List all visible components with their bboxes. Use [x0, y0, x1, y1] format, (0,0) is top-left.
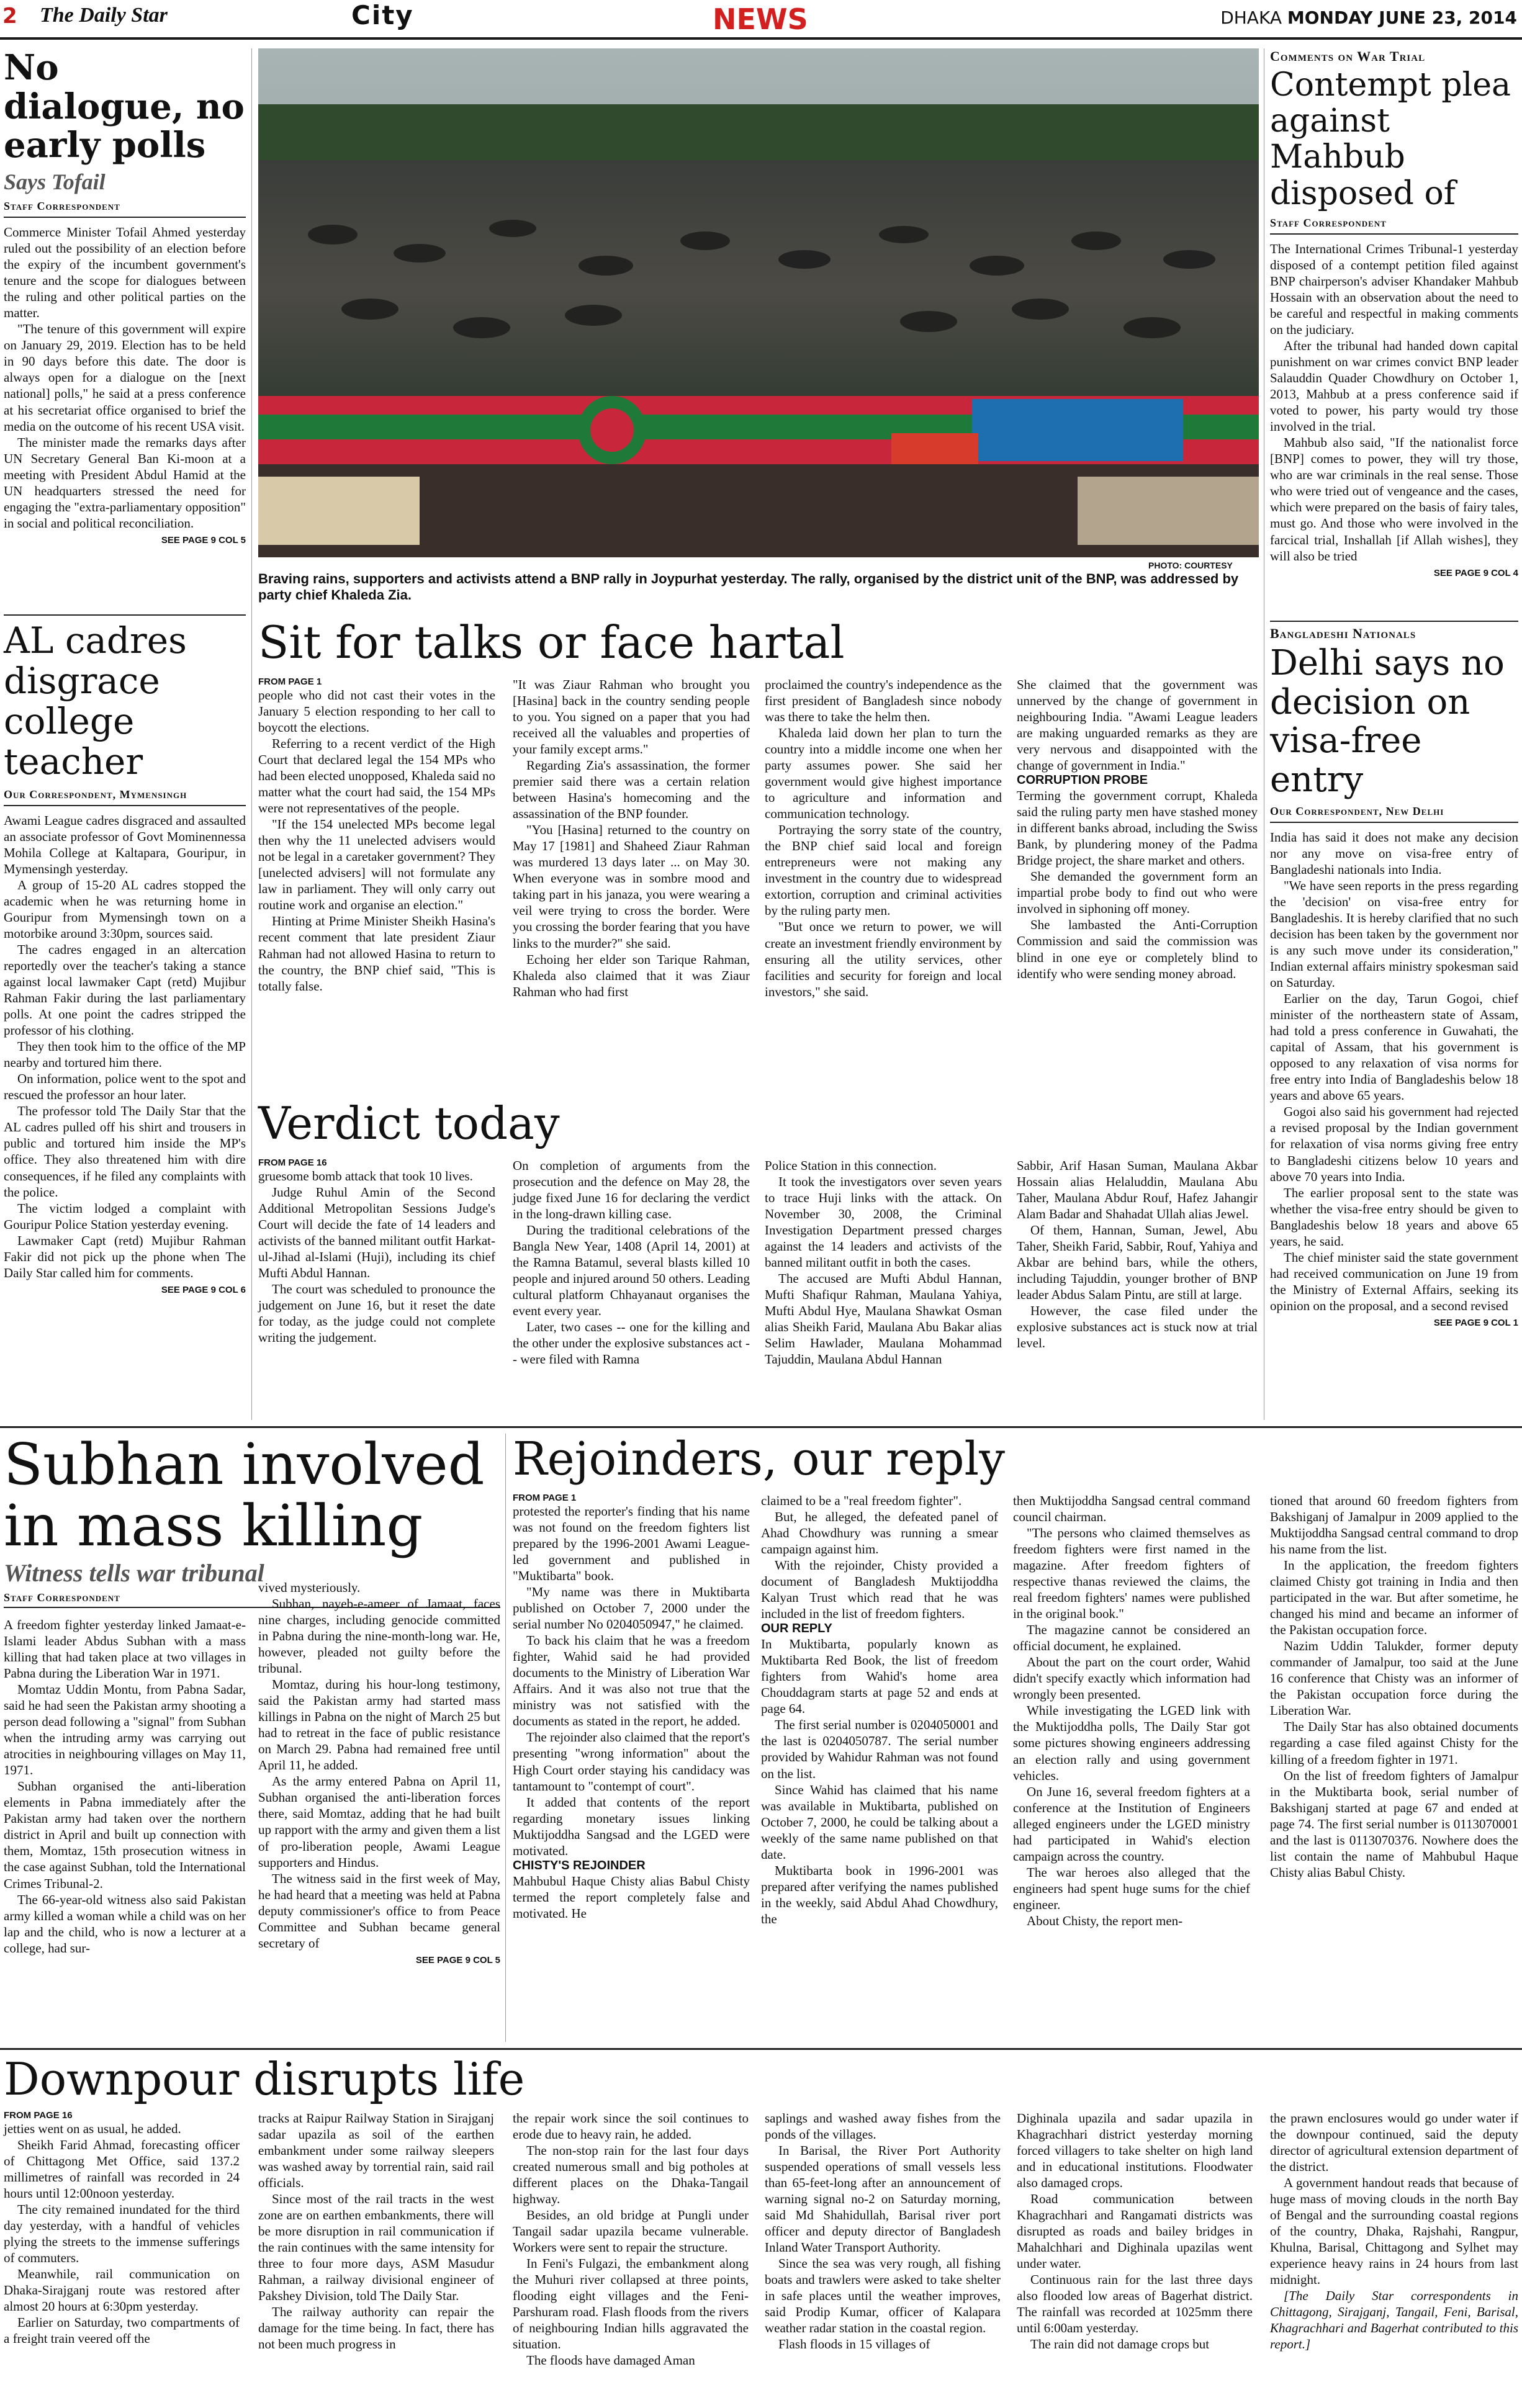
divider	[1270, 621, 1518, 622]
jump-origin: FROM PAGE 16	[258, 1157, 327, 1168]
column-rule	[505, 1434, 506, 2042]
divider	[1270, 822, 1518, 823]
paragraph: The accused are Mufti Abdul Hannan, Mufti Shafiqur Rahman, Maulana Yahiya, Mufti Abdul Hye, Maulana Shawkat Osman alias Sheikh Farid, Maulana Abu Bakar alias Selim Hawlader, Maulana Mohammad Tajuddin, Maulana Abdul Hannan	[765, 1271, 1002, 1367]
story-rejoinders	[513, 1434, 1518, 1485]
paragraph: While investigating the LGED link with the Muktijoddha polls, The Daily Star got some pictures showing engineers addressing an election rally and using government vehicles.	[1013, 1703, 1250, 1783]
paragraph: It added that contents of the report regarding monetary issues linking Muktijoddha Sangsad and the LGED were motivated.	[513, 1794, 750, 1858]
story-column	[258, 2110, 494, 2352]
paragraph: "We have seen reports in the press regarding the 'decision' on visa-free entry for Bangladeshis. It is hereby clarified that no such decision has been taken by the government nor is any such move under its consideration," Indian external affairs ministry spokesman said on Saturday.	[1270, 878, 1518, 991]
paragraph: As the army entered Pabna on April 11, Subhan organised the anti-liberation forces there, said Momtaz, adding that he had built up rapport with the army and given them a list of pro-liberation people, Awami League supporters and Hindus.	[258, 1774, 500, 1870]
paragraph: Since the sea was very rough, all fishing boats and trawlers were asked to take shelter in safe places until the weather improves, said Prodip Kumar, officer of Kalapara weather radar station in the coastal region.	[765, 2256, 1001, 2336]
paragraph: During the traditional celebrations of the Bangla New Year, 1408 (April 14, 2001) at the Ramna Batamul, several blasts killed 10 people and injured around 50 others. Leading cultural platform Chhayanaut organises the event every year.	[513, 1223, 750, 1319]
paragraph: Subhan, nayeb-e-ameer of Jamaat, faces nine charges, including genocide committed in Pabna during the nine-month-long war. He, however, pleaded not guilty before the tribunal.	[258, 1596, 500, 1676]
paragraph: The professor told The Daily Star that the AL cadres pulled off his shirt and trousers in public and tortured him inside the MP's office. They also threatened him with dire consequences, if he filed any complaints with the police.	[4, 1103, 246, 1200]
date-city: DHAKA	[1220, 7, 1282, 28]
story-column	[513, 676, 750, 1000]
jump-origin: FROM PAGE 1	[258, 676, 322, 687]
paragraph: In the application, the freedom fighters claimed Chisty got training in India and then participated in the war. But after sometime, he changed his mind and became an informer of the Pakistan occupation force.	[1270, 1558, 1518, 1638]
story-column	[1270, 1493, 1518, 1880]
story-body	[4, 812, 246, 1281]
paragraph: Nazim Uddin Talukder, former deputy commander of Jamalpur, too said at the June 16 conference that Chisty was an informer of the Pakistan occupation force during the Liberation War.	[1270, 1638, 1518, 1718]
section-name: City	[351, 0, 414, 30]
story-body	[1270, 829, 1518, 1314]
paragraph: On the list of freedom fighters of Jamalpur in the Muktibarta book, serial number of Bakshiganj started at page 67 and ended at page 74. The first serial number is 0113070001 and the last is 0113070376. Nowhere does the list contain the name of Mahbubul Haque Chisty alias Babul Chisty.	[1270, 1768, 1518, 1880]
paragraph: Earlier on Saturday, two compartments of a freight train veered off the	[4, 2315, 240, 2347]
paragraph: A government handout reads that because of huge mass of moving clouds in the north Bay of Bengal and the surrounding coastal regions of the country, Dhaka, Rajshahi, Rangpur, Khulna, Barisal, Chittagong and Sylhet may experience heavy rains in 24 hours from last midnight.	[1270, 2175, 1518, 2288]
paragraph: The 66-year-old witness also said Pakistan army killed a woman while a child was on her lap and the child, who is now a lecturer at a college, had sur-	[4, 1892, 246, 1956]
paragraph: The magazine cannot be considered an official document, he explained.	[1013, 1622, 1250, 1654]
paragraph: "It was Ziaur Rahman who brought you [Hasina] back in the country sending people to you. You signed on a paper that you had received all the valuables and properties of your family except arms."	[513, 677, 750, 757]
paragraph: They then took him to the office of the MP nearby and tortured him there.	[4, 1039, 246, 1071]
paragraph: She lambasted the Anti-Corruption Commission and said the commission was blind in one eye or completely blind to identify who were sending money abroad.	[1017, 917, 1258, 981]
paragraph: "You [Hasina] returned to the country on May 17 [1981] and Shaheed Ziaur Rahman was murdered 13 days later ... on May 30. When everyone was in sombre mood and taking part in his janaza, you were wearing a veil were trying to cross the border. Were you crossing the border fearing that you have links to the murder?" she said.	[513, 822, 750, 951]
story-column	[765, 2110, 1001, 2352]
paragraph: About Chisty, the report men-	[1027, 1913, 1183, 1928]
paragraph: The witness said in the first week of May, he had heard that a meeting was held at Pabna deputy commissioner's office to from Peace Committee and Subhan became general secretary of	[258, 1871, 500, 1951]
paragraph: The railway authority can repair the damage for the time being. In fact, there has not been much progress in	[258, 2304, 494, 2352]
story-no-dialogue	[4, 48, 246, 546]
paragraph: gruesome bomb attack that took 10 lives.	[258, 1169, 473, 1184]
paper-name: The Daily Star	[40, 4, 168, 27]
paragraph: Road communication between Khagrachhari and Rangamati districts was disrupted as roads and bailey bridges in Mahalchhari and Dighinala upazilas went under water.	[1017, 2191, 1253, 2271]
headline: Downpour disrupts life	[4, 2053, 525, 2105]
story-body	[4, 224, 246, 531]
headline: Subhan involved in mass killing	[4, 1431, 485, 1560]
story-column	[513, 1493, 750, 1921]
paragraph: Regarding Zia's assassination, the former premier said there was a certain relation between Hasina's homecoming and the assassination of the BNP founder.	[513, 758, 750, 822]
masthead	[0, 0, 1522, 40]
story-column	[765, 1157, 1002, 1367]
story-al-cadres	[4, 621, 246, 1295]
paragraph: then Muktijoddha Sangsad central command council chairman.	[1013, 1493, 1250, 1525]
column-rule	[251, 48, 252, 1420]
headline: Sit for talks or face hartal	[258, 616, 845, 668]
paragraph: tracks at Raipur Railway Station in Sirajganj sadar upazila as soil of the earthen embankment under some railway sleepers was washed away by torrential rain, said rail officials.	[258, 2111, 494, 2191]
paragraph: Of them, Hannan, Suman, Jewel, Abu Taher, Sheikh Farid, Sabbir, Rouf, Yahiya and Akbar are behind bars, while the others, including Tajuddin, younger brother of BNP leader Abdus Salam Pintu, are still at large.	[1017, 1223, 1258, 1303]
headline: AL cadres disgrace college teacher	[4, 619, 187, 783]
paragraph: The war heroes also alleged that the engineers had spent huge sums for the chief engineer.	[1013, 1864, 1250, 1912]
paragraph: people who did not cast their votes in the January 5 election responding to her call to boycott the elections.	[258, 688, 495, 735]
divider	[1270, 233, 1518, 235]
story-column	[258, 1579, 500, 1965]
photo-credit: PHOTO: COURTESY	[1148, 560, 1233, 570]
paragraph: The minister made the remarks days after UN Secretary General Ban Ki-moon at a meeting with President Abdul Hamid at the UN headquarters stressed the need for engaging the "extra-parliamentary opposition" in social and political reconciliation.	[4, 434, 246, 531]
story-column	[513, 2110, 749, 2369]
rally-photo	[258, 48, 1259, 557]
paragraph: Police Station in this connection.	[765, 1158, 937, 1173]
paragraph: the prawn enclosures would go under water if the downpour continued, said the deputy director of agricultural extension department of the district.	[1270, 2111, 1518, 2175]
story-column	[765, 676, 1002, 1000]
paragraph: Muktibarta book in 1996-2001 was prepared after verifying the names published in the weekly, said Abdul Ahad Chowdhury, the	[761, 1862, 998, 1926]
paragraph: Echoing her elder son Tarique Rahman, Khaleda also claimed that it was Ziaur Rahman who had first	[513, 951, 750, 999]
jump-link[interactable]: SEE PAGE 9 COL 5	[415, 1954, 500, 1965]
paragraph: It took the investigators over seven years to trace Huji links with the attack. On November 30, 2008, the Criminal Investigation Department pressed charges against the 14 leaders and activists of the banned militant outfit in both the cases.	[765, 1174, 1002, 1270]
paragraph: claimed to be a "real freedom fighter".	[761, 1493, 962, 1508]
paragraph: Judge Ruhul Amin of the Second Additional Metropolitan Sessions Judge's Court will decide the fate of 14 leaders and activists of the banned militant outfit Harkat-ul-Jihad al-Islami (Huji), including its chief Mufti Abdul Hannan.	[258, 1185, 495, 1281]
contributor-note: [The Daily Star correspondents in Chittagong, Sirajganj, Tangail, Feni, Barisal, Khagrachhari and Bagerhat contributed to this report.]	[1270, 2288, 1518, 2352]
paragraph: Mahbub also said, "If the nationalist force [BNP] comes to power, they will try those, who are war criminals in the real sense. Those who were tried out of vengeance and the cases, which were prepared on the basis of fairy tales, must go. And those who were involved in the farcical trial, Inshallah [if Allah wishes], they will also be tried	[1270, 435, 1518, 564]
story-column	[1013, 1493, 1250, 1929]
story-column	[4, 2110, 240, 2347]
section-divider	[0, 2048, 1522, 2050]
paragraph: Gogoi also said his government had rejected a revised proposal by the Indian government for relaxation of visa norms giving free entry to Bangladeshi citizens below 10 years and above 70 years into India.	[1270, 1104, 1518, 1184]
story-column	[513, 1157, 750, 1367]
paragraph: India has said it does not make any decision nor any move on visa-free entry of Bangladeshi nationals into India.	[1270, 829, 1518, 877]
headline: Rejoinders, our reply	[513, 1432, 1006, 1486]
paragraph: On information, police went to the spot and rescued the professor an hour later.	[4, 1071, 246, 1103]
jump-link[interactable]: SEE PAGE 9 COL 5	[161, 534, 246, 546]
paragraph: Khaleda laid down her plan to turn the country into a middle income one when her party assumes power. She said her government would give highest importance to agriculture and information and communication technology.	[765, 726, 1002, 822]
jump-link[interactable]: SEE PAGE 9 COL 1	[1433, 1317, 1518, 1328]
paragraph: The cadres engaged in an altercation reportedly over the teacher's taking a stance against local lawmaker Capt (retd) Mujibur Rahman Fakir during the last parliamentary polls. At one point the cadres stripped the professor of his clothing.	[4, 942, 246, 1038]
dateline	[1220, 7, 1517, 28]
section-subhead: OUR REPLY	[761, 1622, 832, 1636]
story-column	[1017, 676, 1258, 982]
paragraph: "If the 154 unelected MPs become legal then why the 11 unelected advisers would not be legal in a caretaker government? They [unelected advisers] will not formulate any law in parliament. They will only carry out routine work and organise an election."	[258, 817, 495, 913]
news-flag: NEWS	[713, 2, 808, 36]
paragraph: jetties went on as usual, he added.	[4, 2121, 181, 2136]
paragraph: Hinting at Prime Minister Sheikh Hasina's recent comment that late president Ziaur Rahman had not allowed Hasina to return to the country, the BNP chief said, "This is totally false.	[258, 914, 495, 994]
paragraph: On completion of arguments from the prosecution and the defence on May 28, the judge fixed June 16 for declaring the verdict in the long-drawn killing case.	[513, 1158, 750, 1222]
story-sit-for-talks	[258, 618, 1259, 668]
paragraph: A group of 15-20 AL cadres stopped the academic when he was returning home in Gouripur from Mymensingh town on a motorbike around 3:30pm, sources said.	[4, 877, 246, 941]
paragraph: "But once we return to power, we will create an investment friendly environment by ensuring all the utility services, other facilities and security for foreign and local investors," she said.	[765, 919, 1002, 999]
paragraph: The victim lodged a complaint with Gouripur Police Station yesterday evening.	[4, 1200, 246, 1232]
paragraph: With the rejoinder, Chisty provided a document of Bangladesh Muktijoddha Kalyan Trust which read that he was included in the list of freedom fighters.	[761, 1558, 998, 1622]
paragraph: "My name was there in Muktibarta published on October 7, 2000 under the serial number No 0204050947," he claimed.	[513, 1584, 750, 1632]
subheadline: Witness tells war tribunal	[4, 1558, 264, 1587]
paragraph: But, he alleged, the defeated panel of Ahad Chowdhury was running a smear campaign against him.	[761, 1509, 998, 1557]
paragraph: vived mysteriously.	[258, 1580, 361, 1595]
story-contempt-plea	[1270, 48, 1518, 578]
paragraph: Referring to a recent verdict of the High Court that declared legal the 154 MPs who had been elected unopposed, Khaleda said no matter what the court had said, the 154 MPs were not representatives of the people.	[258, 736, 495, 816]
paragraph: She claimed that the government was unnerved by the change of government in neighbouring India. "Awami League leaders are making unguarded remarks as they are very nervous and disappointed with the change of government in India."	[1017, 677, 1258, 773]
paragraph: On June 16, several freedom fighters at a conference at the Institution of Engineers alleged engineers under the LGED ministry had participated in Wahid's election campaign across the country.	[1013, 1784, 1250, 1864]
paragraph: Flash floods in 15 villages of	[778, 2337, 930, 2352]
rally-photo-image	[258, 48, 1259, 557]
paragraph: Earlier on the day, Tarun Gogoi, chief minister of the northeastern state of Assam, had told a press conference in Guwahati, the capital of Assam, that his government is opposed to any relaxation of visa norms for free entry into India of Bangladeshis below 18 years and above 65 years.	[1270, 991, 1518, 1103]
story-column	[4, 1617, 246, 1956]
photo-caption: Braving rains, supporters and activists attend a BNP rally in Joypurhat yesterday. The rally, organised by the district unit of the BNP, was addressed by party chief Khaleda Zia.	[258, 571, 1239, 603]
subheadline: Says Tofail	[4, 169, 106, 195]
byline: Our Correspondent, New Delhi	[1270, 804, 1444, 817]
paragraph: The floods have damaged Aman	[526, 2353, 695, 2368]
paragraph: The rejoinder also claimed that the report's presenting "wrong information" about the High Court order staying his candidacy was tantamount to "contempt of court".	[513, 1730, 750, 1794]
date-text: MONDAY JUNE 23, 2014	[1287, 7, 1517, 28]
story-delhi-visa	[1270, 626, 1518, 1328]
paragraph: Sabbir, Arif Hasan Suman, Maulana Akbar Hossain alias Helaluddin, Maulana Abu Taher, Maulana Abdur Rouf, Hafez Jahangir Alam Badar and Shahadat Ullah alias Jewel.	[1017, 1158, 1258, 1222]
paragraph: She demanded the government form an impartial probe body to find out who were involved in siphoning off money.	[1017, 869, 1258, 917]
story-body	[1270, 241, 1518, 564]
paragraph: Sheikh Farid Ahmad, forecasting officer of Chittagong Met Office, said 137.2 millimetres of rainfall was recorded in 24 hours until 12:00noon yesterday.	[4, 2137, 240, 2201]
paragraph: saplings and washed away fishes from the ponds of the villages.	[765, 2111, 1001, 2142]
paragraph: Subhan organised the anti-liberation elements in Pabna immediately after the Pakistan army had taken over the northern district in April and built up connection with them, Momtaz, 15th prosecution witness in the case against Subhan, told the International Crimes Tribunal-2.	[4, 1779, 246, 1891]
paragraph: Momtaz, during his hour-long testimony, said the Pakistan army had started mass killings in Pabna on the night of March 25 but had to retreat in the face of public resistance on March 29. Pabna had remained free until April 11, he added.	[258, 1677, 500, 1773]
paragraph: protested the reporter's finding that his name was not found on the freedom fighters list prepared by the 1996-2001 Awami League-led government and published in "Muktibarta" book.	[513, 1504, 750, 1584]
paragraph: proclaimed the country's independence as the first president of Bangladesh since nobody was there to take the helm then.	[765, 677, 1002, 725]
paragraph: "The persons who claimed themselves as freedom fighters were first named in the magazine. After freedom fighters of respective thanas reviewed the claims, the real freedom fighters' names were published in the original book."	[1013, 1525, 1250, 1622]
paragraph: In Feni's Fulgazi, the embankment along the Muhuri river collapsed at three points, flooding eight villages and the Feni-Parshuram road. Flash floods from the rivers of neighbouring Indian hills aggravated the situation.	[513, 2256, 749, 2352]
story-column	[761, 1493, 998, 1927]
divider	[4, 805, 246, 806]
byline: Our Correspondent, Mymensingh	[4, 788, 187, 801]
paragraph: After the tribunal had handed down capital punishment on war crimes convict BNP leader Salauddin Quader Chowdhury on October 1, 2013, Mahbub at a press conference said if voted to power, his party would try those involved in the trial.	[1270, 338, 1518, 434]
jump-link[interactable]: SEE PAGE 9 COL 6	[161, 1284, 246, 1295]
paragraph: Dighinala upazila and sadar upazila in Khagrachhari district yesterday morning forced villagers to take shelter on high land and in educational institutions. Floodwater also damaged crops.	[1017, 2111, 1253, 2191]
story-downpour	[4, 2054, 1518, 2105]
section-subhead: CORRUPTION PROBE	[1017, 773, 1148, 788]
paragraph: The rain did not damage crops but	[1030, 2337, 1210, 2352]
paragraph: The International Crimes Tribunal-1 yesterday disposed of a contempt petition filed against BNP chairperson's adviser Khandaker Mahbub Hossain with an observation about the need to be careful and respectful in making comments on the judiciary.	[1270, 241, 1518, 338]
jump-origin: FROM PAGE 1	[513, 1493, 577, 1503]
paragraph: Continuous rain for the last three days also flooded low areas of Bagerhat district. The rainfall was recorded at 1025mm there until 6:00am yesterday.	[1017, 2272, 1253, 2336]
paragraph: Terming the government corrupt, Khaleda said the ruling party men have stashed money in different banks abroad, including the Swiss Bank, by plundering money of the Padma Bridge project, the share market and others.	[1017, 788, 1258, 868]
paragraph: In Barisal, the River Port Authority suspended operations of small vessels less than 65-feet-long after an announcement of warning signal no-2 on Saturday morning, said Md Shahidullah, Barisal river port officer and deputy director of Bangladesh Inland Water Transport Authority.	[765, 2143, 1001, 2255]
paragraph: Portraying the sorry state of the country, the BNP chief said local and foreign entrepreneurs were not making any investment in the country due to widespread extortion, corruption and criminal activities by the ruling party men.	[765, 822, 1002, 919]
paragraph: Since Wahid has claimed that his name was available in Muktibarta, published on October 7, 2000, he could be talking about a weekly of the same name published on that date.	[761, 1782, 998, 1862]
paragraph: the repair work since the soil continues to erode due to heavy rain, he added.	[513, 2111, 749, 2142]
story-column	[258, 1157, 495, 1346]
story-column	[1270, 2110, 1518, 2352]
paragraph: Lawmaker Capt (retd) Mujibur Rahman Fakir did not pick up the phone when The Daily Star called him for comments.	[4, 1233, 246, 1280]
story-column	[1017, 1157, 1258, 1351]
jump-origin: FROM PAGE 16	[4, 2110, 73, 2121]
paragraph: tioned that around 60 freedom fighters from Bakshiganj of Jamalpur in 2009 applied to the Muktijoddha Sangsad central command to drop his name from the list.	[1270, 1493, 1518, 1557]
paragraph: About the part on the court order, Wahid didn't specify exactly which information had wrongly been presented.	[1013, 1655, 1250, 1702]
story-column	[258, 676, 495, 994]
kicker: Bangladeshi Nationals	[1270, 626, 1416, 641]
headline: Verdict today	[258, 1097, 560, 1149]
paragraph: Commerce Minister Tofail Ahmed yesterday ruled out the possibility of an election before the expiry of the incumbent government's tenure and the scope for dialogues between the ruling and other political parties on the matter.	[4, 225, 246, 321]
paragraph: The chief minister said the state government had received communication on June 19 from the Ministry of External Affairs, seeking its opinion on the proposal, and a second revised	[1270, 1249, 1518, 1313]
paragraph: In Muktibarta, popularly known as Muktibarta Red Book, the list of freedom fighters from Wahid's home area Chouddagram starts at page 52 and ends at page 64.	[761, 1637, 998, 1717]
section-subhead: CHISTY'S REJOINDER	[513, 1858, 646, 1872]
byline: Staff Correspondent	[1270, 216, 1387, 229]
headline: No dialogue, no early polls	[4, 47, 245, 166]
headline: Contempt plea against Mahbub disposed of	[1270, 66, 1511, 212]
story-verdict-today	[258, 1098, 1259, 1149]
paragraph: The city remained inundated for the third day yesterday, with a handful of vehicles plying the streets to the immense sufferings of commuters.	[4, 2202, 240, 2266]
byline: Staff Correspondent	[4, 1591, 120, 1604]
divider	[4, 614, 246, 616]
paragraph: Awami League cadres disgraced and assaulted an associate professor of Govt Mominennessa Mohila College at Kaltapara, Gouripur, in Mymensingh yesterday.	[4, 812, 246, 876]
paragraph: Mahbubul Haque Chisty alias Babul Chisty termed the report completely false and motivated. He	[513, 1873, 750, 1921]
paragraph: The court was scheduled to pronounce the judgement on June 16, but it reset the date for today, as the judge could not complete writing the judgement.	[258, 1282, 495, 1346]
paragraph: The earlier proposal sent to the state was whether the visa-free entry should be given to Bangladeshis below 18 years and above 65 years, he said.	[1270, 1185, 1518, 1249]
paragraph: The non-stop rain for the last four days created numerous small and big potholes at different places on the Dhaka-Tangail highway.	[513, 2143, 749, 2207]
paragraph: The first serial number is 0204050001 and the last is 0204050787. The serial number provided by Wahidur Rahman was not found on the list.	[761, 1717, 998, 1781]
paragraph: Later, two cases -- one for the killing and the other under the explosive substances act -- were filed with Ramna	[513, 1319, 750, 1367]
paragraph: A freedom fighter yesterday linked Jamaat-e-Islami leader Abdus Subhan with a mass killing that had taken place at two villages in Pabna during the Liberation War in 1971.	[4, 1617, 246, 1681]
paragraph: Meanwhile, rail communication on Dhaka-Sirajganj route was restored after almost 20 hours at 6:30pm yesterday.	[4, 2266, 240, 2314]
jump-link[interactable]: SEE PAGE 9 COL 4	[1433, 567, 1518, 578]
paragraph: Since most of the rail tracts in the west zone are on earthen embankments, there will be more disruption in rail communication if the rain continues with the same intensity for three to four more days, ASM Masudur Rahman, a railway divisional engineer of Pakshey Division, told The Daily Star.	[258, 2191, 494, 2304]
paragraph: The Daily Star has also obtained documents regarding a case filed against Chisty for the killing of a freedom fighter in 1971.	[1270, 1719, 1518, 1767]
paragraph: "The tenure of this government will expire on January 29, 2019. Election has to be held in 90 days before this date. The door is always open for a dialogue on the [next national] polls," he said at a press conference at his secretariat office organised to brief the media on the outcome of his recent USA visit.	[4, 321, 246, 434]
paragraph: Besides, an old bridge at Pungli under Tangail sadar upazila became vulnerable. Workers were sent to repair the structure.	[513, 2208, 749, 2255]
divider	[4, 217, 246, 218]
page-number: 2	[2, 4, 17, 29]
headline: Delhi says no decision on visa-free entry	[1270, 643, 1505, 801]
story-column	[1017, 2110, 1253, 2352]
paragraph: However, the case filed under the explosive substances act is stuck now at trial level.	[1017, 1303, 1258, 1351]
paragraph: To back his claim that he was a freedom fighter, Wahid said he had provided documents to the Ministry of Liberation War Affairs. And it was also not true that the ministry was not satisfied with the documents as stated in the report, he added.	[513, 1633, 750, 1729]
kicker: Comments on War Trial	[1270, 48, 1426, 64]
byline: Staff Correspondent	[4, 200, 120, 213]
section-divider	[0, 1426, 1522, 1428]
paragraph: Momtaz Uddin Montu, from Pabna Sadar, said he had seen the Pakistan army shooting a person dead following a "signal" from Subhan when the intruding army was carrying out atrocities in neighbouring villages on May 11, 1971.	[4, 1682, 246, 1778]
